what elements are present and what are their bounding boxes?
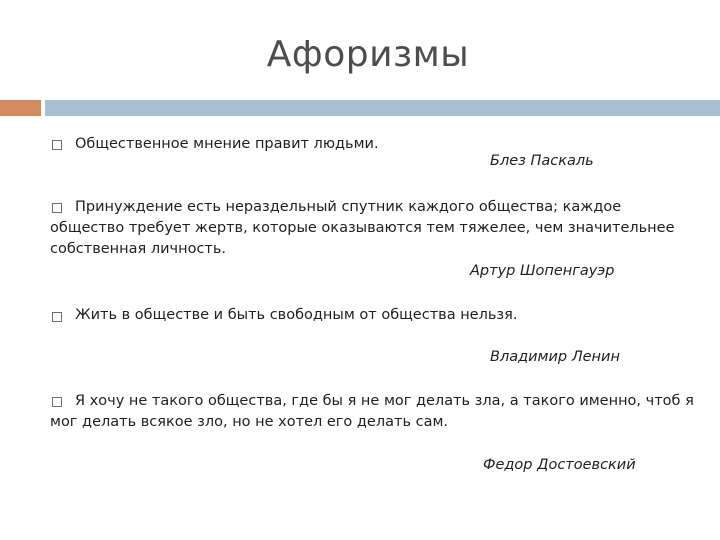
accent-bar-right	[45, 100, 720, 116]
accent-bar-left	[0, 100, 41, 116]
quote-2-author: Артур Шопенгауэр	[470, 263, 615, 279]
quote-4-line-1: Я хочу не такого общества, где бы я не мог делать зла, а такого именно, чтоб я	[75, 393, 694, 409]
quote-4-line-2: мог делать всякое зло, но не хотел его делать сам.	[50, 414, 448, 430]
quote-4-author: Федор Достоевский	[483, 457, 636, 473]
bullet-icon	[52, 203, 62, 213]
slide-title: Афоризмы	[266, 34, 470, 75]
bullet-icon	[52, 140, 62, 150]
quote-2-line-1: Принуждение есть нераздельный спутник каждого общества; каждое	[75, 199, 622, 215]
bullet-icon	[52, 397, 62, 407]
quote-2-line-3: собственная личность.	[50, 241, 227, 257]
bullet-icon	[52, 312, 62, 322]
quote-1-line-1: Общественное мнение правит людьми.	[75, 136, 379, 152]
quote-3-line-1: Жить в обществе и быть свободным от общества нельзя.	[75, 307, 518, 323]
quote-1-author: Блез Паскаль	[490, 153, 594, 169]
quote-3-author: Владимир Ленин	[490, 349, 620, 365]
quote-2-line-2: общество требует жертв, которые оказываются тем тяжелее, чем значительнее	[50, 220, 675, 236]
